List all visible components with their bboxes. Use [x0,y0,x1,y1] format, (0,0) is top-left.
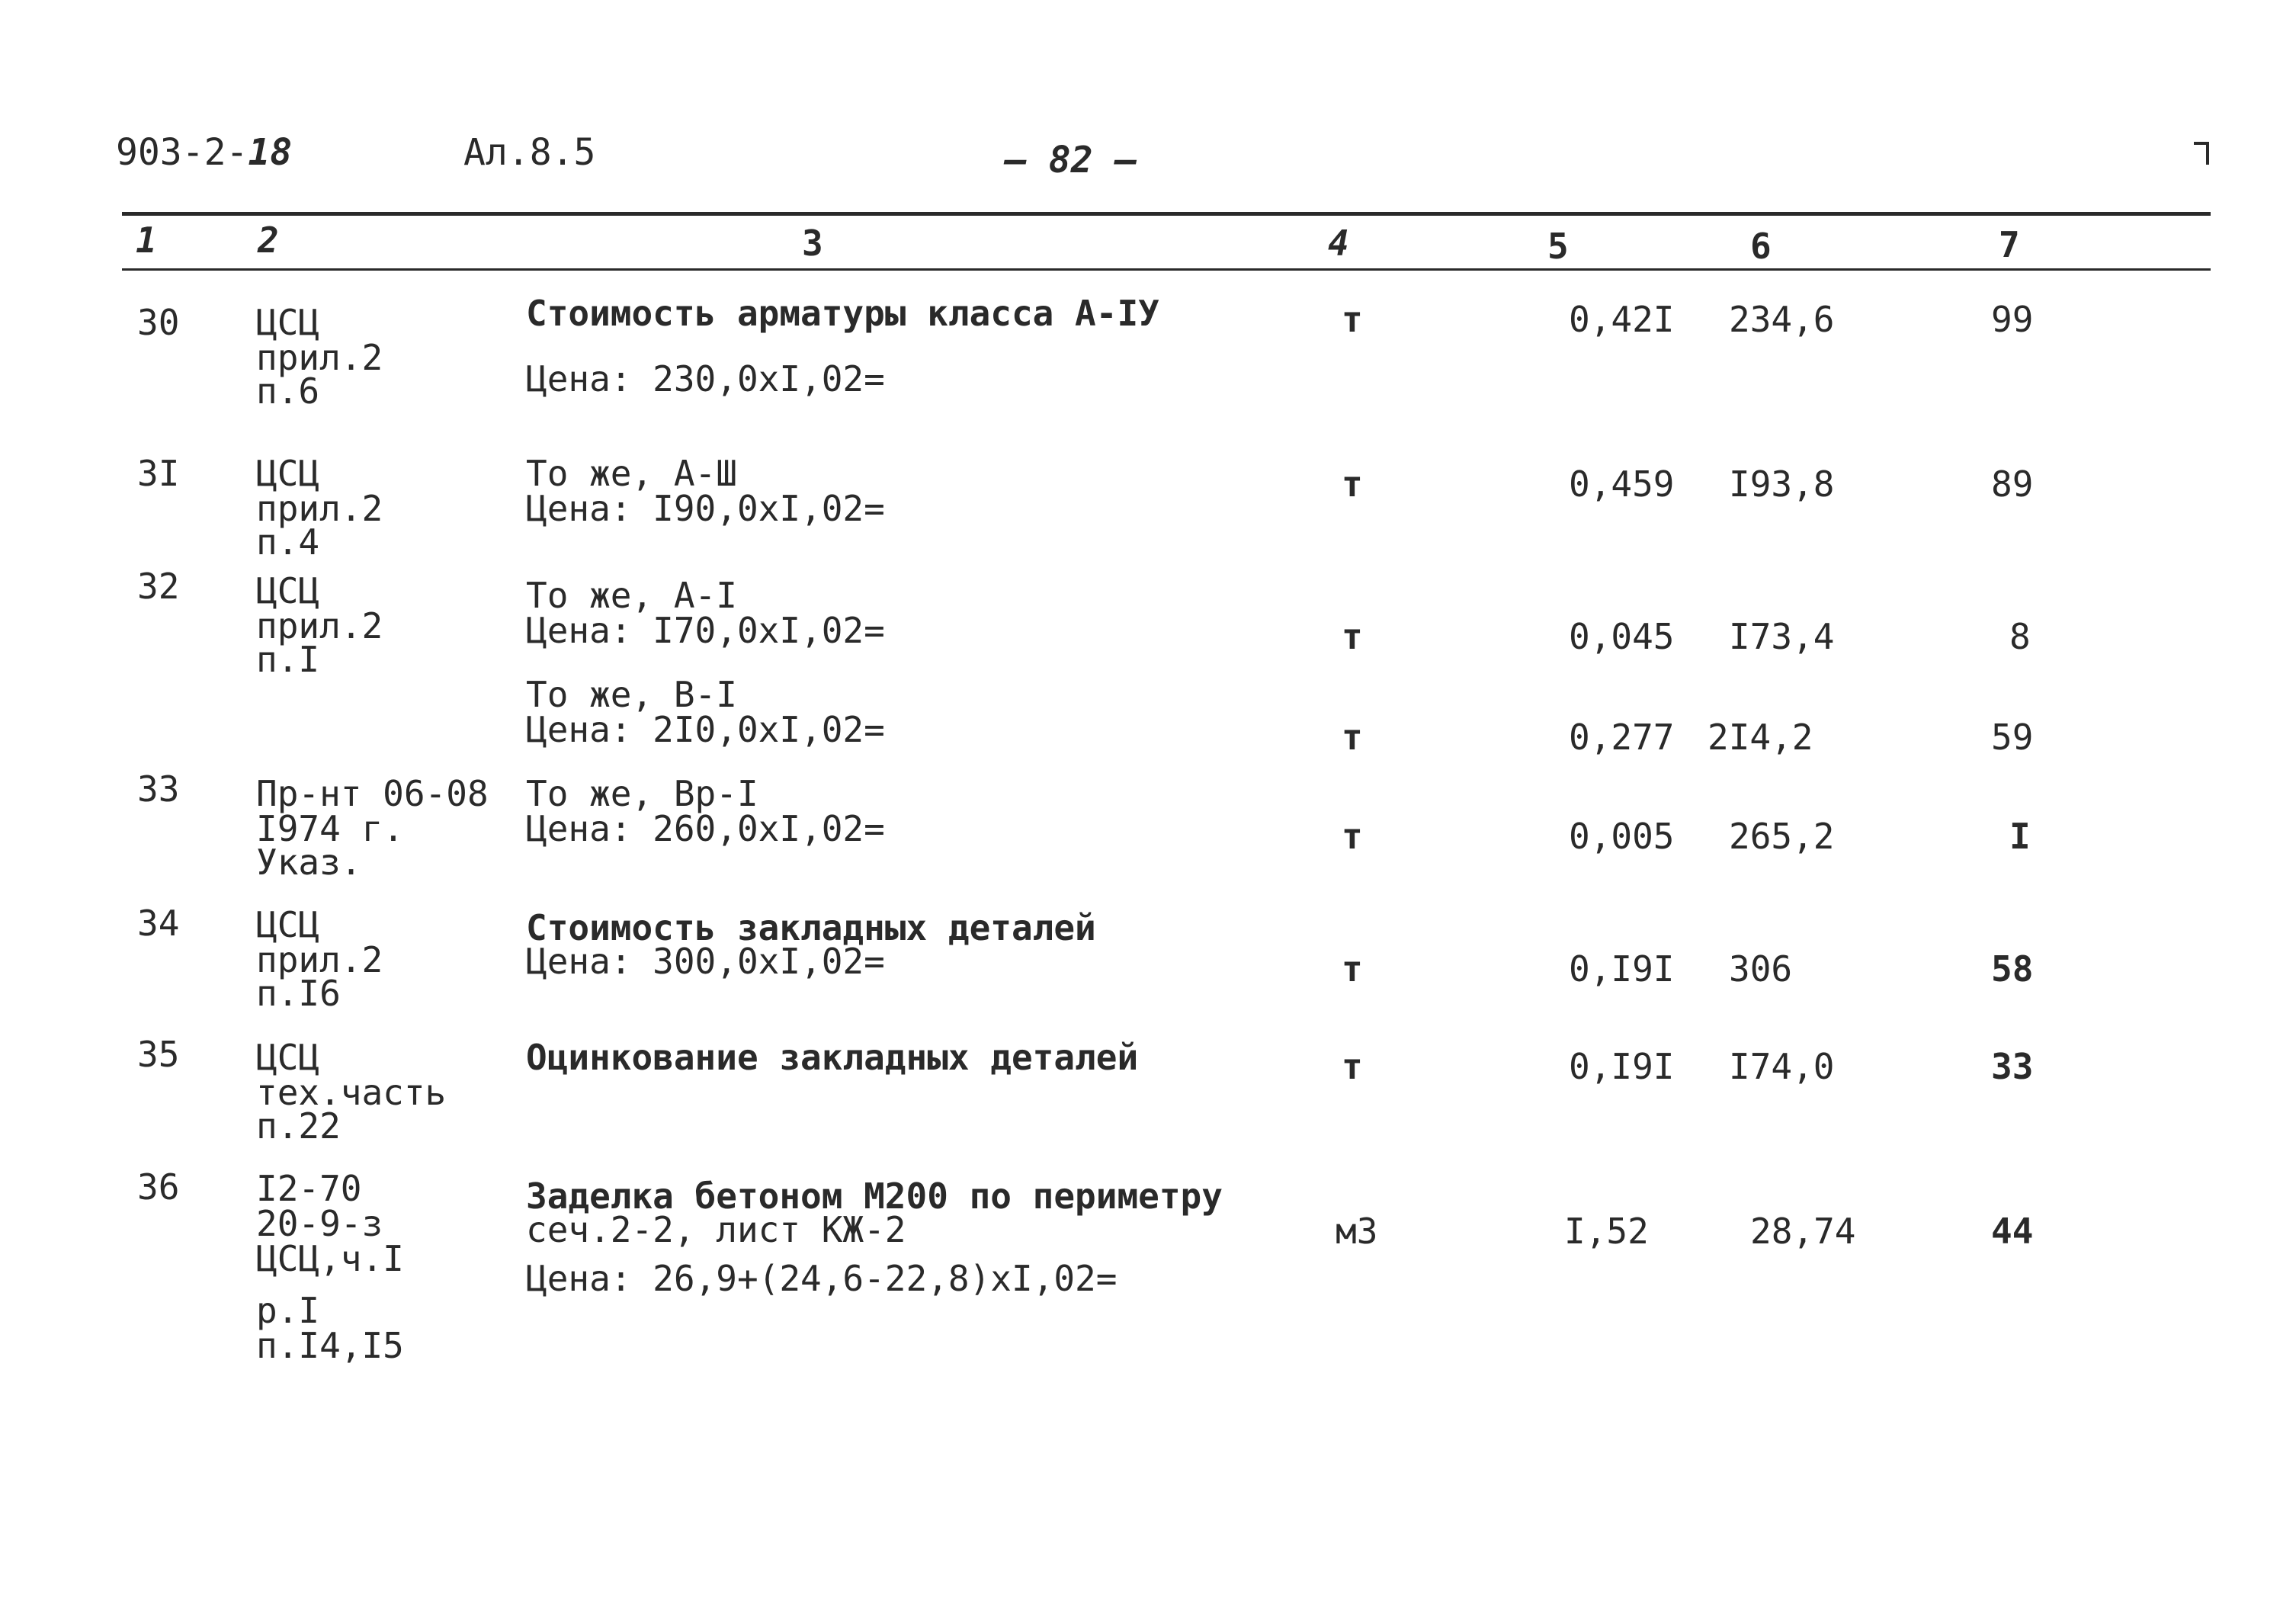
unit: т [1342,948,1363,990]
source-line: ЦСЦ [256,904,320,945]
description-line: Цена: 300,0хI,02= [526,941,885,982]
unit-price: 265,2 [1729,816,1835,857]
unit: м3 [1336,1211,1378,1252]
unit: т [1342,299,1363,340]
source-line: ЦСЦ [256,453,320,494]
source-line: 20-9-з [256,1203,383,1244]
source-line: I974 г. [256,808,404,849]
description-line: Цена: 26,9+(24,6-22,8)хI,02= [526,1258,1118,1299]
doc-code-number: 18 [248,131,293,174]
total: I [2009,816,2031,857]
source-line: тех.часть [256,1072,447,1113]
quantity: 0,045 [1569,616,1675,657]
source-line: п.4 [256,521,320,563]
quantity: 0,459 [1569,464,1675,505]
source-line: ЦСЦ [256,1037,320,1078]
unit: т [1342,616,1363,657]
description-line: Стоимость закладных деталей [526,907,1096,948]
source-line: прил.2 [256,488,383,529]
row-number: 32 [137,566,180,607]
description-line: Стоимость арматуры класса А-IУ [526,293,1159,334]
source-line: ЦСЦ,ч.I [256,1238,404,1279]
source-line: ЦСЦ [256,302,320,343]
total: 33 [1991,1046,2034,1087]
total: 8 [2009,616,2031,657]
description-line: То же, Вр-I [526,773,758,814]
doc-code [116,131,293,174]
quantity: 0,I9I [1569,948,1675,990]
description-line: Цена: 260,0хI,02= [526,808,885,849]
row-number: 34 [137,903,180,944]
source-line: ЦСЦ [256,570,320,611]
source-line: прил.2 [256,337,383,378]
unit-price: I93,8 [1729,464,1835,505]
total: 58 [1991,948,2034,990]
row-number: 35 [137,1034,180,1075]
col-header-2: 2 [258,220,279,261]
description-line: То же, В-I [526,674,737,715]
description-line: То же, А-I [526,575,737,616]
unit-price: 2I4,2 [1708,717,1813,758]
source-line: п.22 [256,1105,341,1147]
album-label: Ал.8.5 [463,131,596,174]
source-line: прил.2 [256,605,383,646]
unit: т [1342,464,1363,505]
description-line: Оцинкование закладных деталей [526,1037,1139,1078]
doc-code-prefix: 903-2- [116,131,249,174]
description-line: Цена: I90,0хI,02= [526,488,885,529]
source-line: п.6 [256,371,320,412]
quantity: I,52 [1564,1211,1649,1252]
corner-mark [2194,142,2209,165]
source-line: Указ. [256,842,362,883]
unit-price: 234,6 [1729,299,1835,340]
description-line: То же, А-Ш [526,453,737,494]
source-line: п.I [256,639,320,680]
col-header-3: 3 [802,223,823,264]
col-header-4: 4 [1328,223,1349,264]
top-rule [122,212,2211,216]
description-line: Заделка бетоном М200 по периметру [526,1176,1223,1217]
description-line: Цена: I70,0хI,02= [526,610,885,651]
col-header-6: 6 [1750,226,1772,267]
page-number: – 82 – [1005,139,1137,181]
quantity: 0,42I [1569,299,1675,340]
col-header-5: 5 [1547,226,1569,267]
unit-price: 306 [1729,948,1793,990]
col-header-1: 1 [136,220,157,261]
row-number: 3I [137,453,180,494]
total: 99 [1991,299,2034,340]
source-line: Пр-нт 06-08 [256,773,489,814]
unit-price: I74,0 [1729,1046,1835,1087]
total: 44 [1991,1211,2034,1252]
row-number: 36 [137,1166,180,1208]
quantity: 0,277 [1569,717,1675,758]
col-header-7: 7 [1999,224,2020,265]
description-line: сеч.2-2, лист КЖ-2 [526,1209,906,1250]
header-rule [122,268,2211,271]
description-line: Цена: 230,0хI,02= [526,358,885,399]
unit-price: I73,4 [1729,616,1835,657]
unit: т [1342,1046,1363,1087]
quantity: 0,I9I [1569,1046,1675,1087]
total: 89 [1991,464,2034,505]
source-line: прил.2 [256,939,383,980]
unit: т [1342,717,1363,758]
row-number: 33 [137,768,180,810]
source-line: I2-70 [256,1168,362,1209]
unit: т [1342,816,1363,857]
description-line: Цена: 2I0,0хI,02= [526,709,885,750]
row-number: 30 [137,302,180,343]
total: 59 [1991,717,2034,758]
quantity: 0,005 [1569,816,1675,857]
unit-price: 28,74 [1750,1211,1856,1252]
source-line: п.I6 [256,973,341,1014]
source-line: п.I4,I5 [256,1325,404,1366]
source-line: р.I [256,1290,320,1331]
